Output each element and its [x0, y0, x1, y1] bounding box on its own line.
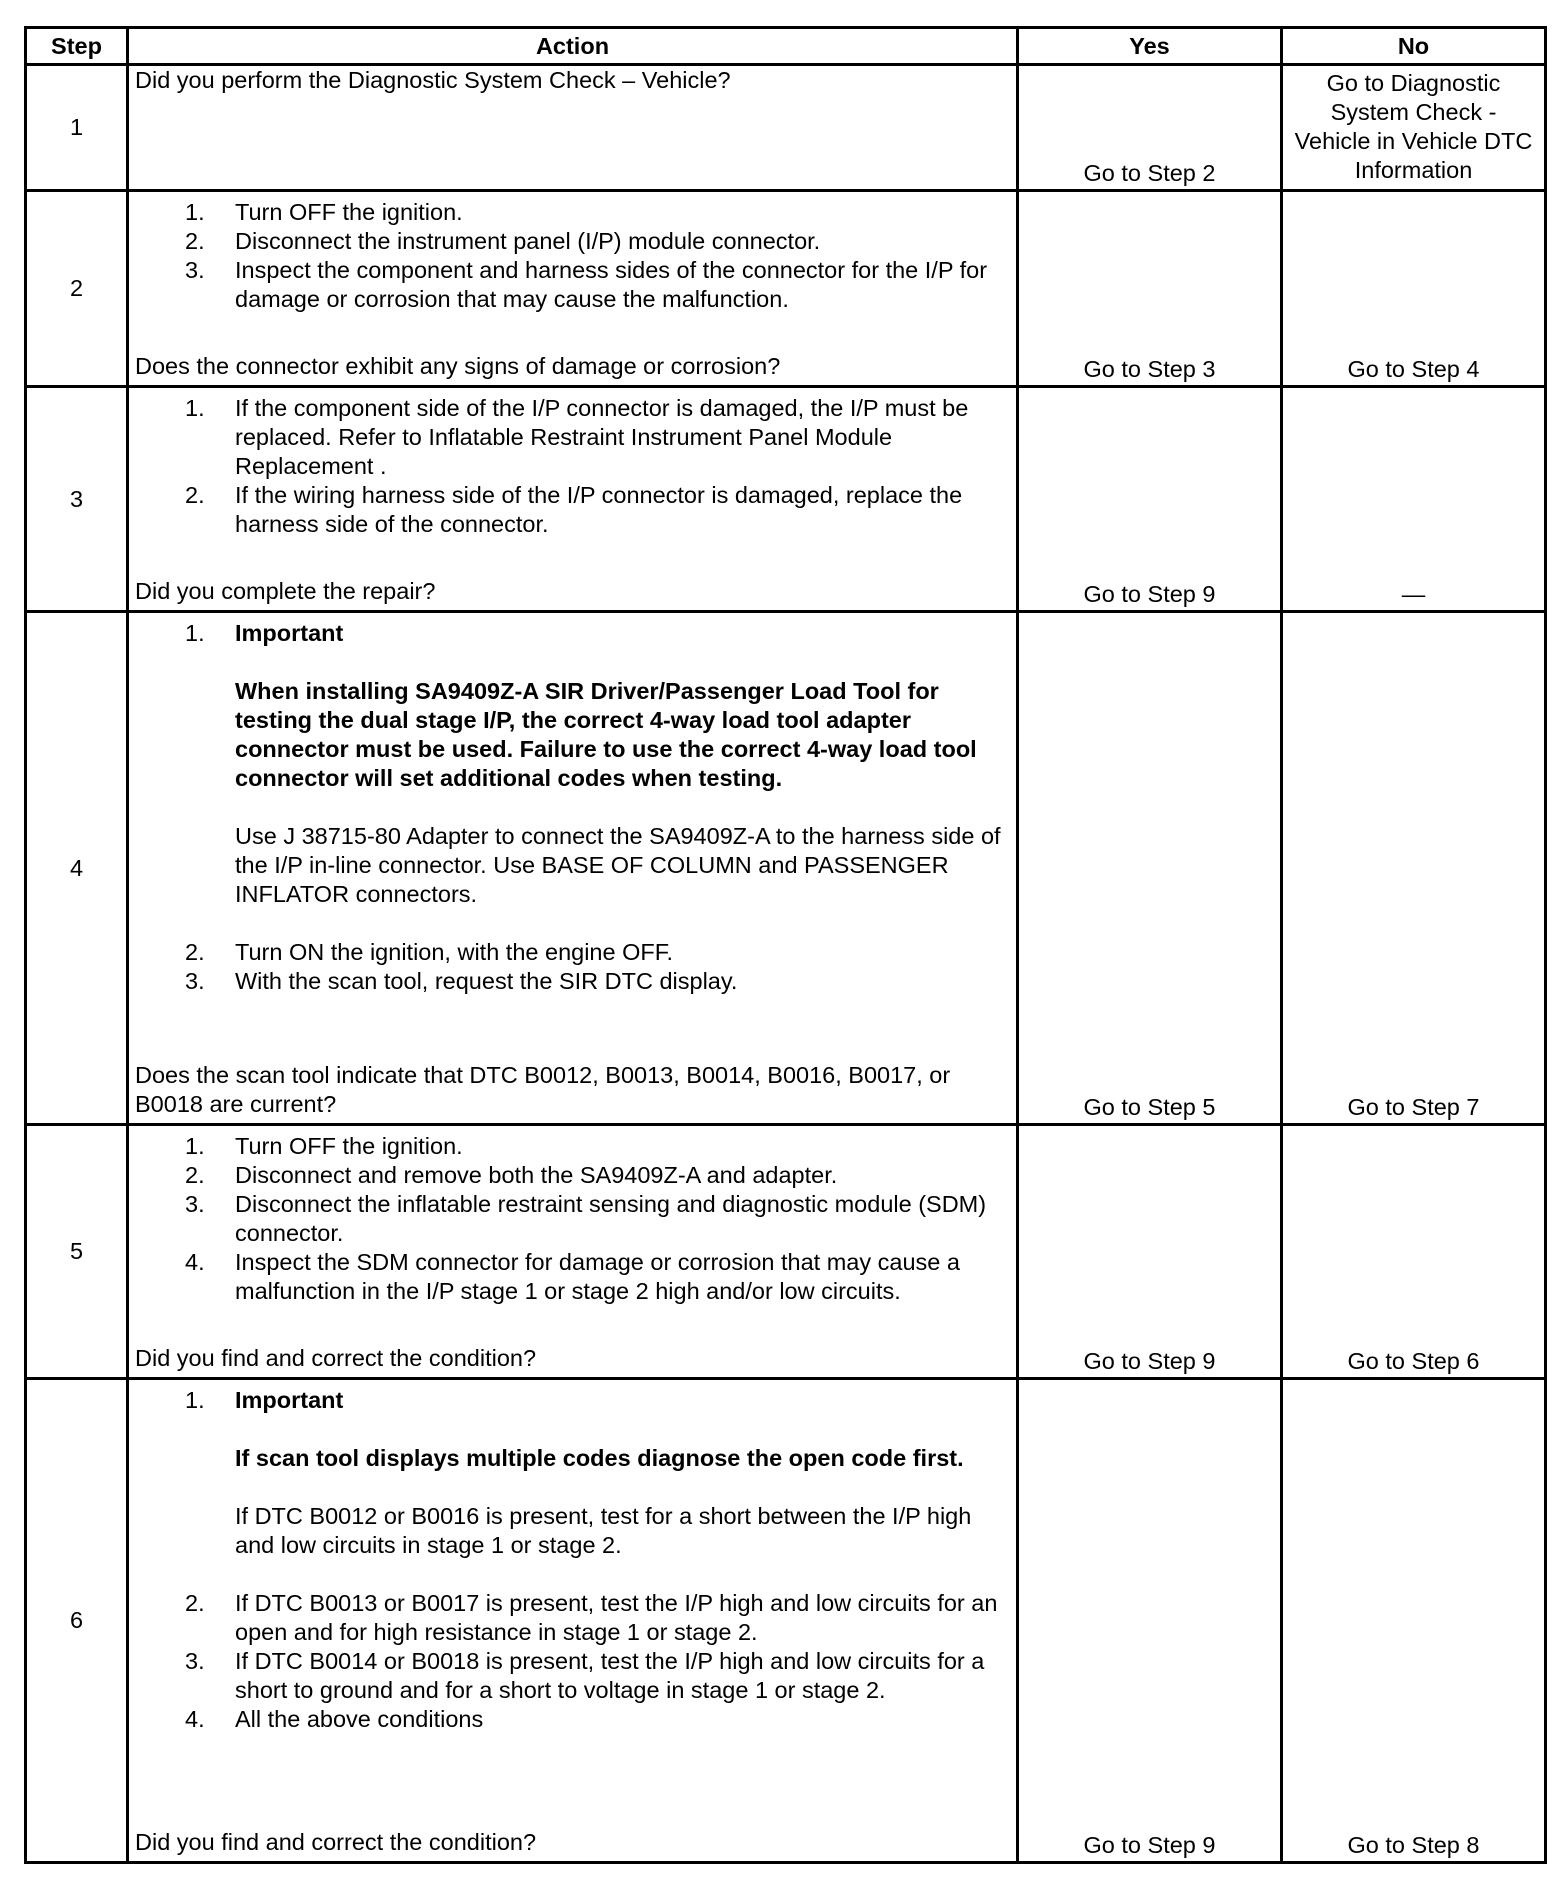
action-cell	[128, 1379, 1018, 1863]
action-prompt: Did you complete the repair?	[135, 578, 436, 604]
table-row	[26, 612, 1546, 1125]
action-prompt: Did you perform the Diagnostic System Check – Vehicle?	[135, 67, 731, 93]
no-cell: Go to Step 7	[1282, 612, 1546, 1125]
header-yes: Yes	[1018, 28, 1282, 65]
action-prompt: Did you find and correct the condition?	[135, 1829, 537, 1855]
no-cell: Go to Step 4	[1282, 191, 1546, 387]
list-item: 3. Inspect the component and harness sides of the connector for the I/P for damage or corrosion that may cause the malfunction.	[185, 257, 988, 312]
step-number: 2	[26, 191, 128, 387]
no-cell: Go to Diagnostic System Check - Vehicle in Vehicle DTC Information	[1282, 65, 1546, 191]
list-item: 2. Turn ON the ignition, with the engine OFF.	[185, 939, 674, 965]
step-number: 5	[26, 1125, 128, 1379]
important-heading: Important	[235, 1387, 344, 1413]
action-cell	[128, 65, 1018, 191]
list-item: 1. If the component side of the I/P connector is damaged, the I/P must be replaced. Refer to Inflatable Restraint Instrument Panel Module Replacement .	[185, 395, 969, 479]
list-item: 3. With the scan tool, request the SIR DTC display.	[185, 968, 738, 994]
action-list	[135, 1380, 1012, 1734]
yes-cell: Go to Step 2	[1018, 65, 1282, 191]
list-item: 2. Disconnect and remove both the SA9409Z-A and adapter.	[185, 1162, 838, 1188]
step-number: 3	[26, 387, 128, 612]
important-heading: Important	[235, 620, 344, 646]
step-number: 4	[26, 612, 128, 1125]
action-list	[135, 192, 1012, 314]
list-item: 2. If the wiring harness side of the I/P connector is damaged, replace the harness side of the connector.	[185, 482, 963, 537]
list-item: 1. Important If scan tool displays multiple codes diagnose the open code first. If DTC B0012 or B0016 is present, test for a short between the I/P high and low circuits in stage 1 or stage 2.	[135, 1386, 1012, 1589]
table-row	[26, 191, 1546, 387]
list-item: 3. If DTC B0014 or B0018 is present, test the I/P high and low circuits for a short to ground and for a short to voltage in stage 1 or stage 2.	[185, 1648, 985, 1703]
header-no: No	[1282, 28, 1546, 65]
yes-cell: Go to Step 5	[1018, 612, 1282, 1125]
yes-cell: Go to Step 3	[1018, 191, 1282, 387]
table-row	[26, 65, 1546, 191]
step-number: 6	[26, 1379, 128, 1863]
header-action: Action	[128, 28, 1018, 65]
yes-cell: Go to Step 9	[1018, 1125, 1282, 1379]
list-item: 3. Disconnect the inflatable restraint sensing and diagnostic module (SDM) connector.	[185, 1191, 987, 1246]
list-item: 2. If DTC B0013 or B0017 is present, test the I/P high and low circuits for an open and for high resistance in stage 1 or stage 2.	[185, 1590, 998, 1645]
list-item: 2. Disconnect the instrument panel (I/P) module connector.	[185, 228, 821, 254]
no-cell: Go to Step 6	[1282, 1125, 1546, 1379]
action-cell	[128, 387, 1018, 612]
yes-cell: Go to Step 9	[1018, 387, 1282, 612]
action-list	[135, 613, 1012, 996]
table-row	[26, 1125, 1546, 1379]
action-cell	[128, 191, 1018, 387]
action-prompt: Does the scan tool indicate that DTC B0012, B0013, B0014, B0016, B0017, or B0018 are current?	[135, 1062, 951, 1117]
list-item: 1. Important When installing SA9409Z-A SIR Driver/Passenger Load Tool for testing the dual stage I/P, the correct 4-way load tool adapter connector must be used. Failure to use the correct 4-way load tool connector will set additional codes when testing. Use J 38715-80 Adapter to connect the SA9409Z-A to the harness side of the I/P in-line connector. Use BASE OF COLUMN and PASSENGER INFLATOR connectors.	[135, 619, 1012, 938]
diagnostic-table	[24, 26, 1547, 1864]
no-cell: —	[1282, 387, 1546, 612]
table-row	[26, 1379, 1546, 1863]
action-cell	[128, 1125, 1018, 1379]
list-item: 1. Turn OFF the ignition.	[185, 199, 463, 225]
list-item: 4. All the above conditions	[185, 1706, 484, 1732]
action-list	[135, 388, 1012, 539]
list-item: 1. Turn OFF the ignition.	[185, 1133, 463, 1159]
action-prompt: Does the connector exhibit any signs of damage or corrosion?	[135, 353, 781, 379]
header-step: Step	[26, 28, 128, 65]
important-warning: If scan tool displays multiple codes diagnose the open code first.	[235, 1445, 964, 1471]
important-body: If DTC B0012 or B0016 is present, test for a short between the I/P high and low circuits in stage 1 or stage 2.	[235, 1503, 972, 1558]
action-prompt: Did you find and correct the condition?	[135, 1345, 537, 1371]
no-cell: Go to Step 8	[1282, 1379, 1546, 1863]
important-warning: When installing SA9409Z-A SIR Driver/Passenger Load Tool for testing the dual stage I/P, the correct 4-way load tool adapter connector must be used. Failure to use the correct 4-way load tool connector will set additional codes when testing.	[235, 678, 977, 791]
table-row	[26, 387, 1546, 612]
important-body: Use J 38715-80 Adapter to connect the SA9409Z-A to the harness side of the I/P in-line connector. Use BASE OF COLUMN and PASSENGER INFLATOR connectors.	[235, 823, 1001, 907]
step-number: 1	[26, 65, 128, 191]
header-row	[26, 28, 1546, 65]
list-item: 4. Inspect the SDM connector for damage or corrosion that may cause a malfunction in the I/P stage 1 or stage 2 high and/or low circuits.	[185, 1249, 960, 1304]
yes-cell: Go to Step 9	[1018, 1379, 1282, 1863]
action-cell	[128, 612, 1018, 1125]
action-list	[135, 1126, 1012, 1306]
